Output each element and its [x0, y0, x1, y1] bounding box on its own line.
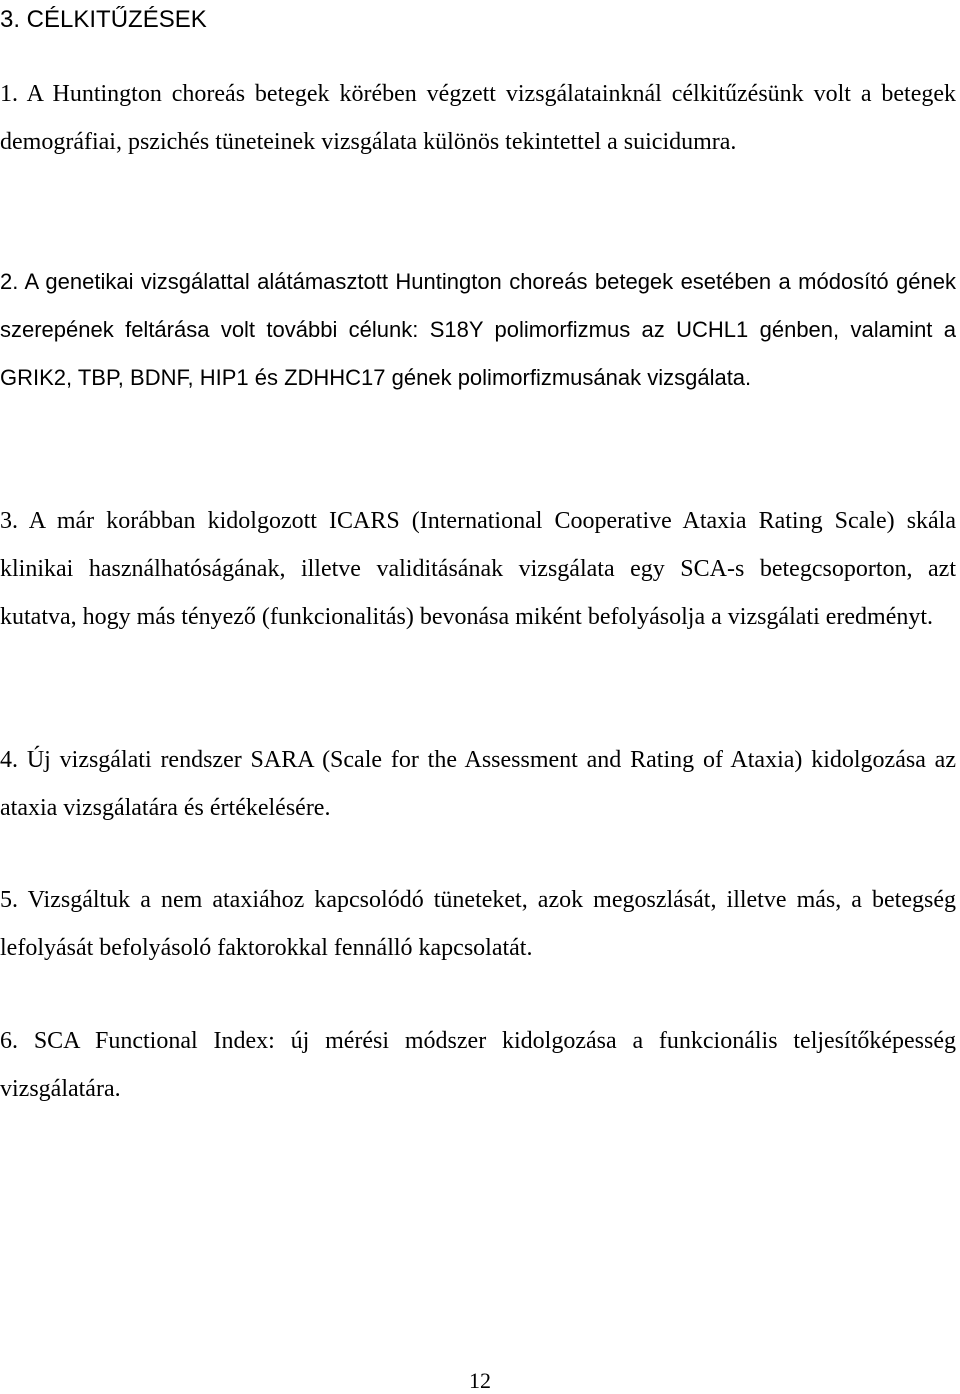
objective-1: 1. A Huntington choreás betegek körében végzett vizsgálatainknál célkitűzésünk volt a betegek demográfiai, pszichés tüneteinek vizsgálata különös tekintettel a suicidumra. — [0, 81, 956, 155]
objective-6: 6. SCA Functional Index: új mérési módszer kidolgozása a funkcionális teljesítőképesség vizsgálatára. — [0, 1028, 956, 1102]
objective-4: 4. Új vizsgálati rendszer SARA (Scale for the Assessment and Rating of Ataxia) kidolgozása az ataxia vizsgálatára és értékelésére. — [0, 747, 956, 821]
section-heading: 3. CÉLKITŰZÉSEK — [0, 6, 207, 33]
objective-2: 2. A genetikai vizsgálattal alátámasztott Huntington choreás betegek esetében a módosító gének szerepének feltárása volt további célunk: S18Y polimorfizmus az UCHL1 génben, valamint a GRIK2, TBP, BDNF, HIP1 és ZDHHC17 gének polimorfizmusának vizsgálata. — [0, 269, 956, 390]
objective-5: 5. Vizsgáltuk a nem ataxiához kapcsolódó tüneteket, azok megoszlását, illetve más, a betegség lefolyását befolyásoló faktorokkal fennálló kapcsolatát. — [0, 887, 956, 961]
page-number: 12 — [469, 1368, 491, 1393]
objective-3: 3. A már korábban kidolgozott ICARS (International Cooperative Ataxia Rating Scale) skála klinikai használhatóságának, illetve validitásának vizsgálata egy SCA-s betegcsoporton, azt kutatva, hogy más tényező (funkcionalitás) bevonása miként befolyásolja a vizsgálati eredményt. — [0, 508, 956, 630]
